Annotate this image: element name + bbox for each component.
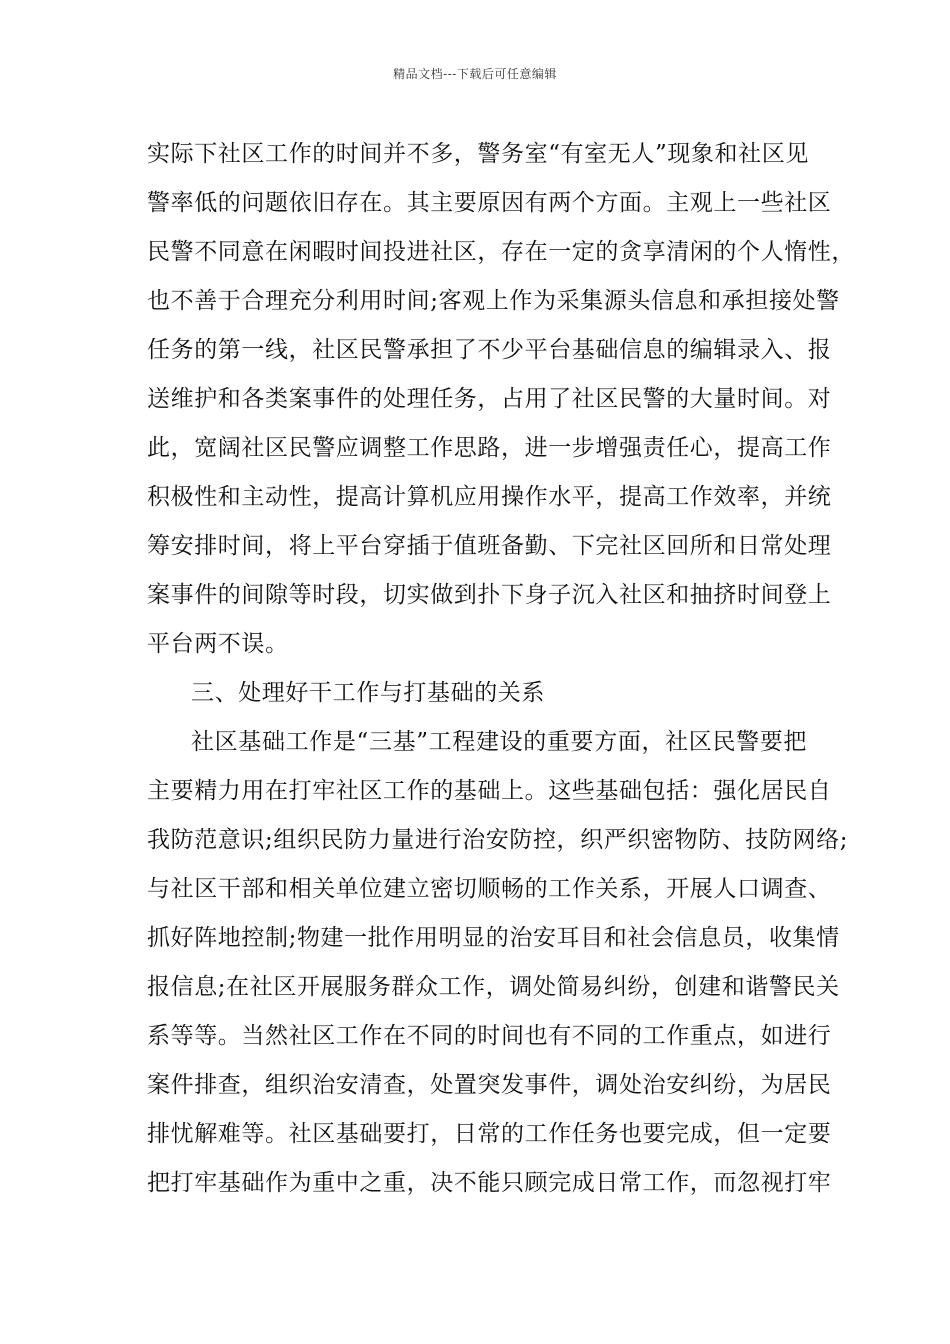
text-line: 平台两不误。: [147, 631, 289, 657]
text-line: 积极性和主动性，提高计算机应用操作水平，提高工作效率，并统: [147, 484, 832, 510]
text-line: 我防范意识;组织民防力量进行治安防控，织严织密物防、技防网络;: [147, 827, 849, 853]
text-line: 抓好阵地控制;物建一批作用明显的治安耳目和社会信息员，收集情: [147, 925, 840, 951]
text-line: 排忧解难等。社区基础要打，日常的工作任务也要完成，但一定要: [147, 1121, 832, 1147]
text-line: 筹安排时间，将上平台穿插于值班备勤、下完社区回所和日常处理: [147, 533, 832, 559]
text-line: 实际下社区工作的时间并不多，警务室“有室无人”现象和社区见: [147, 141, 809, 167]
text-line: 此，宽阔社区民警应调整工作思路，进一步增强责任心，提高工作: [147, 435, 832, 461]
text-line: 案事件的间隙等时段，切实做到扑下身子沉入社区和抽挤时间登上: [147, 582, 832, 608]
text-line: 报信息;在社区开展服务群众工作，调处简易纠纷，创建和谐警民关: [147, 974, 840, 1000]
section-heading: 三、处理好干工作与打基础的关系: [191, 680, 545, 706]
text-line: 与社区干部和相关单位建立密切顺畅的工作关系，开展人口调查、: [147, 876, 832, 902]
document-body: [147, 130, 855, 1208]
text-line: 送维护和各类案事件的处理任务，占用了社区民警的大量时间。对: [147, 386, 832, 412]
text-line: 社区基础工作是“三基”工程建设的重要方面，社区民警要把: [191, 729, 807, 755]
text-line: 也不善于合理充分利用时间;客观上作为采集源头信息和承担接处警: [147, 288, 840, 314]
text-line: 任务的第一线，社区民警承担了不少平台基础信息的编辑录入、报: [147, 337, 832, 363]
text-line: 案件排查，组织治安清查，处置突发事件，调处治安纠纷，为居民: [147, 1072, 832, 1098]
page-header: 精品文档---下载后可任意编辑: [393, 67, 557, 81]
text-line: 民警不同意在闲暇时间投进社区，存在一定的贪享清闲的个人惰性，: [147, 239, 855, 265]
text-line: 系等等。当然社区工作在不同的时间也有不同的工作重点，如进行: [147, 1023, 832, 1049]
text-line: 把打牢基础作为重中之重，决不能只顾完成日常工作，而忽视打牢: [147, 1170, 832, 1196]
text-line: 主要精力用在打牢社区工作的基础上。这些基础包括：强化居民自: [147, 778, 832, 804]
text-line: 警率低的问题依旧存在。其主要原因有两个方面。主观上一些社区: [147, 190, 832, 216]
